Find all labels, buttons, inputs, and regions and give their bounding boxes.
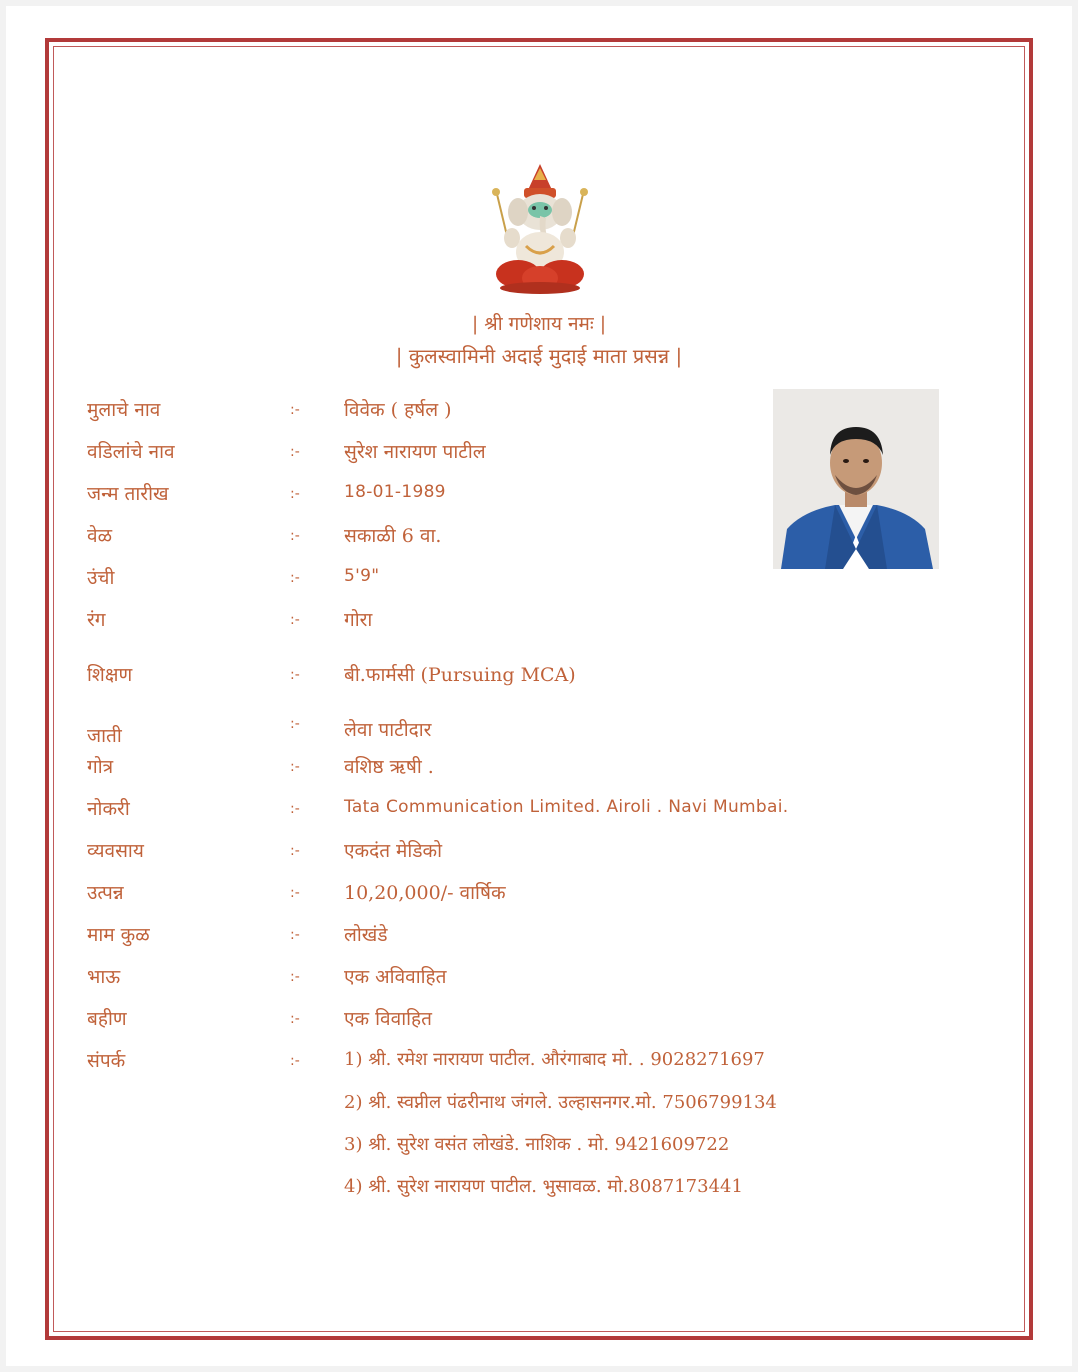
field-value: सकाळी 6 वा. [344,525,442,547]
field-label: संपर्क [87,1050,126,1072]
field-row-contact [0,1047,1078,1077]
field-label: वडिलांचे नाव [87,441,175,463]
field-value: 10,20,000/- वार्षिक [344,882,506,904]
field-label: जन्म तारीख [87,483,169,505]
field-separator: :- [290,486,300,502]
field-label: भाऊ [87,966,121,988]
field-value: एकदंत मेडिको [344,840,443,862]
field-row-sister [0,1005,1078,1035]
field-separator: :- [290,927,300,943]
field-label: उंची [87,567,115,589]
field-row-gotra [0,753,1078,783]
field-separator: :- [290,843,300,859]
field-value: लोखंडे [344,924,388,946]
field-separator: :- [290,716,300,732]
field-value: गोरा [344,609,373,631]
field-label: वेळ [87,525,113,547]
contact-line-4: 4) श्री. सुरेश नारायण पाटील. भुसावळ. मो.8087173441 [344,1176,743,1197]
field-row-brother [0,963,1078,993]
field-row-caste [0,716,1078,746]
field-label: शिक्षण [87,664,133,686]
field-row-business [0,837,1078,867]
field-separator: :- [290,1053,300,1069]
invocation-line-1: | श्री गणेशाय नमः | [471,313,607,335]
field-separator: :- [290,570,300,586]
field-value: 5'9" [344,566,380,586]
field-value: बी.फार्मसी (Pursuing MCA) [344,664,576,686]
field-row-income [0,879,1078,909]
field-separator: :- [290,801,300,817]
field-label: मुलाचे नाव [87,399,161,421]
field-label: नोकरी [87,798,130,820]
field-value: विवेक ( हर्षल ) [344,399,452,421]
contact-line-1: 1) श्री. रमेश नारायण पाटील. औरंगाबाद मो. . 9028271697 [344,1049,765,1070]
field-row-maternal-clan [0,921,1078,951]
field-separator: :- [290,402,300,418]
field-value: एक अविवाहित [344,966,447,988]
ganesha-image [488,160,592,296]
field-separator: :- [290,885,300,901]
field-label: माम कुळ [87,924,150,946]
field-separator: :- [290,969,300,985]
field-value: सुरेश नारायण पाटील [344,441,486,463]
field-row-education [0,661,1078,691]
field-separator: :- [290,528,300,544]
field-separator: :- [290,612,300,628]
field-value: एक विवाहित [344,1008,432,1030]
field-value: वशिष्ठ ऋषी . [344,756,434,778]
field-separator: :- [290,1011,300,1027]
field-value: लेवा पाटीदार [344,719,432,741]
field-separator: :- [290,444,300,460]
field-value: Tata Communication Limited. Airoli . Navi Mumbai. [344,797,789,817]
field-label: बहीण [87,1008,127,1030]
profile-photo [773,389,939,569]
field-label: गोत्र [87,756,114,778]
field-row-complexion [0,606,1078,636]
contact-line-3: 3) श्री. सुरेश वसंत लोखंडे. नाशिक . मो. 9421609722 [344,1134,730,1155]
field-row-job [0,795,1078,825]
invocation-line-2: | कुलस्वामिनी अदाई मुदाई माता प्रसन्न | [395,344,683,368]
field-value: 18-01-1989 [344,482,446,502]
field-label: व्यवसाय [87,840,144,862]
field-separator: :- [290,667,300,683]
field-separator: :- [290,759,300,775]
field-label: जाती [87,725,122,747]
field-label: उत्पन्न [87,882,124,904]
field-label: रंग [87,609,106,631]
contact-line-2: 2) श्री. स्वप्नील पंढरीनाथ जंगले. उल्हासनगर.मो. 7506799134 [344,1092,777,1113]
